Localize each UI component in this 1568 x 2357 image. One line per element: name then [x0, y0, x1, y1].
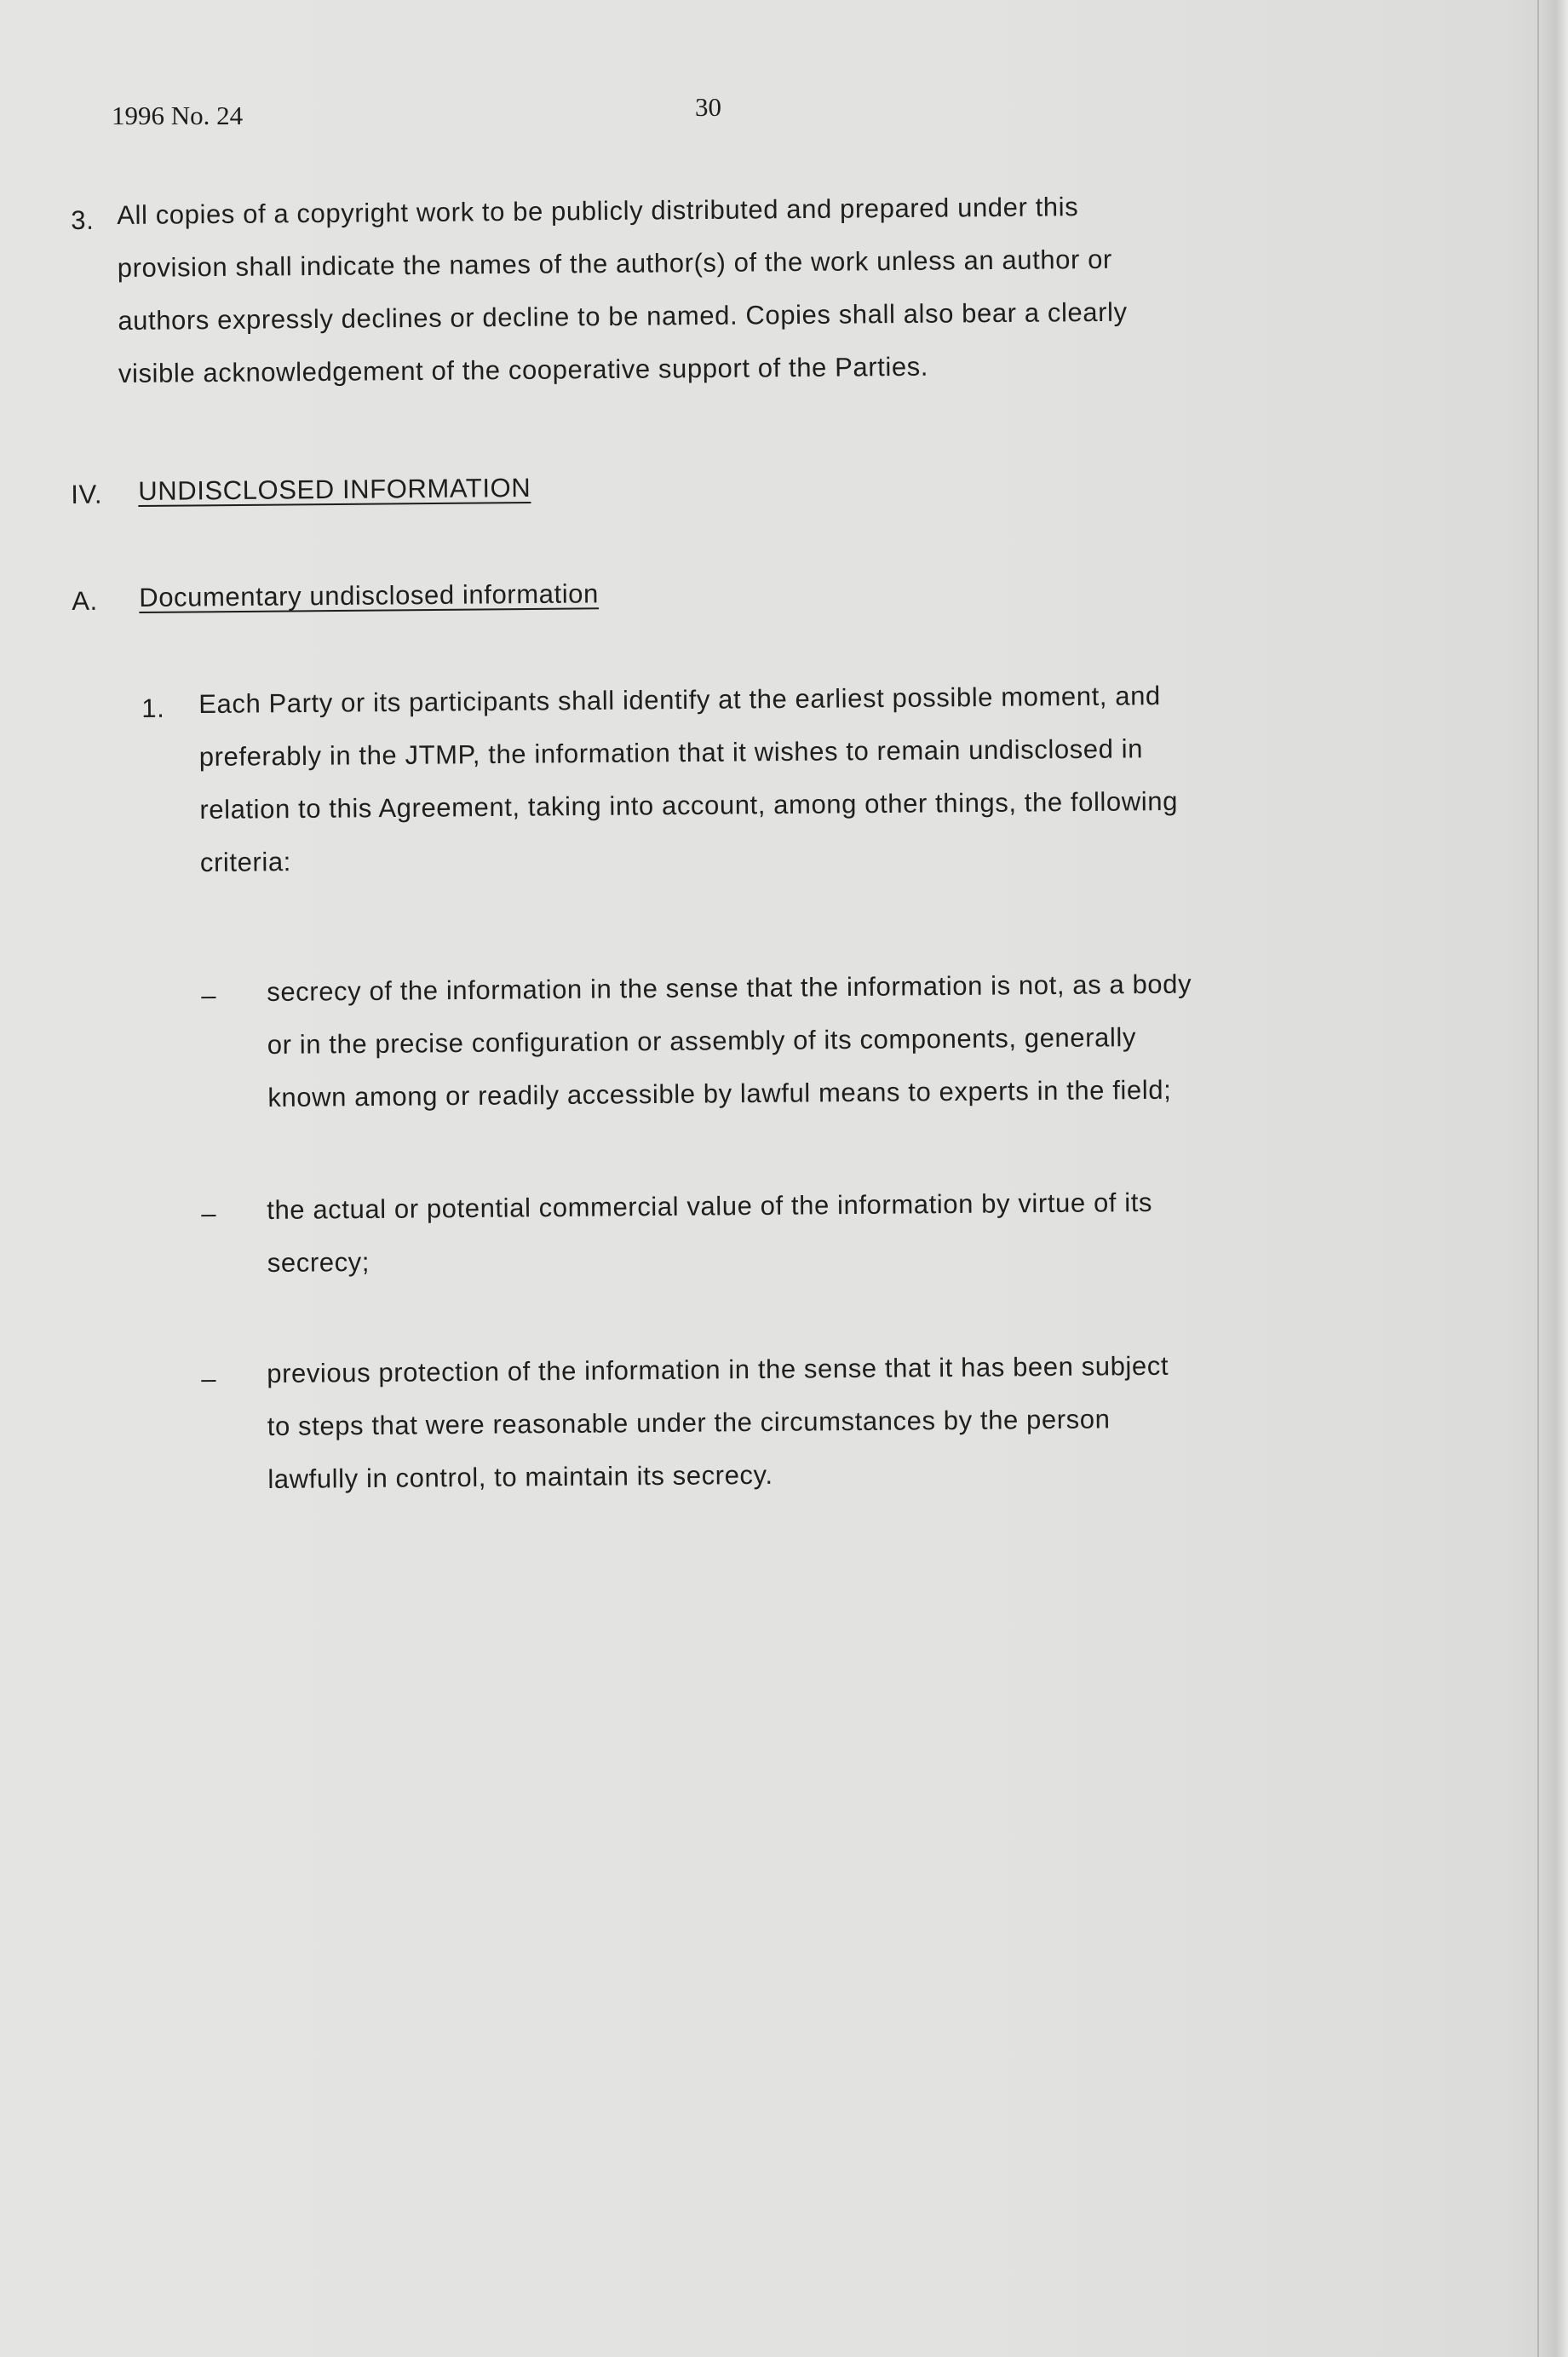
bullet-dash: –	[201, 980, 217, 1010]
heading-iv-title: UNDISCLOSED INFORMATION	[138, 472, 531, 506]
bullet-dash: –	[201, 1198, 217, 1228]
bullet-line: or in the precise configuration or assembly of its components, generally	[267, 1022, 1137, 1060]
section3-line: All copies of a copyright work to be publicly distributed and prepared under this	[117, 192, 1079, 230]
page-spine-line	[1537, 0, 1539, 2357]
bullet-criterion-secrecy	[267, 958, 1192, 1124]
heading-iv	[138, 462, 531, 518]
bullet-criterion-commercial-value	[267, 1176, 1153, 1290]
bullet-criterion-previous-protection	[267, 1340, 1169, 1506]
page-number: 30	[695, 92, 721, 122]
item1-line: relation to this Agreement, taking into account, among other things, the following	[199, 785, 1179, 825]
heading-a	[139, 567, 599, 624]
item1-line: Each Party or its participants shall identify at the earliest possible moment, and	[198, 681, 1161, 719]
header-act-reference: 1996 No. 24	[112, 101, 244, 130]
bullet-line: lawfully in control, to maintain its secrecy.	[267, 1459, 773, 1494]
heading-iv-number: IV.	[71, 479, 103, 509]
bullet-line: known among or readily accessible by lawful means to experts in the field;	[267, 1074, 1172, 1112]
page-spine-shadow	[1537, 0, 1568, 2357]
bullet-line: secrecy of the information in the sense that the information is not, as a body	[267, 969, 1192, 1007]
item1-line: preferably in the JTMP, the information that it wishes to remain undisclosed in	[198, 733, 1144, 772]
bullet-dash: –	[201, 1363, 217, 1394]
item1-line: criteria:	[199, 847, 292, 877]
item1-number: 1.	[141, 693, 165, 723]
bullet-line: previous protection of the information in the sense that it has been subject	[267, 1350, 1169, 1388]
bullet-line: to steps that were reasonable under the circumstances by the person	[267, 1404, 1111, 1441]
section3-number: 3.	[71, 204, 95, 235]
section3-line: provision shall indicate the names of the author(s) of the work unless an author or	[117, 244, 1113, 283]
bullet-line: the actual or potential commercial value of the information by virtue of its	[267, 1187, 1153, 1225]
section3-paragraph	[117, 181, 1128, 400]
section3-line: visible acknowledgement of the cooperative support of the Parties.	[118, 351, 929, 388]
bullet-line: secrecy;	[267, 1246, 370, 1278]
section3-line: authors expressly declines or decline to be named. Copies shall also bear a clearly	[118, 296, 1128, 336]
heading-a-title: Documentary undisclosed information	[139, 578, 600, 612]
item1-paragraph	[198, 670, 1179, 889]
heading-a-number: A.	[72, 585, 98, 616]
